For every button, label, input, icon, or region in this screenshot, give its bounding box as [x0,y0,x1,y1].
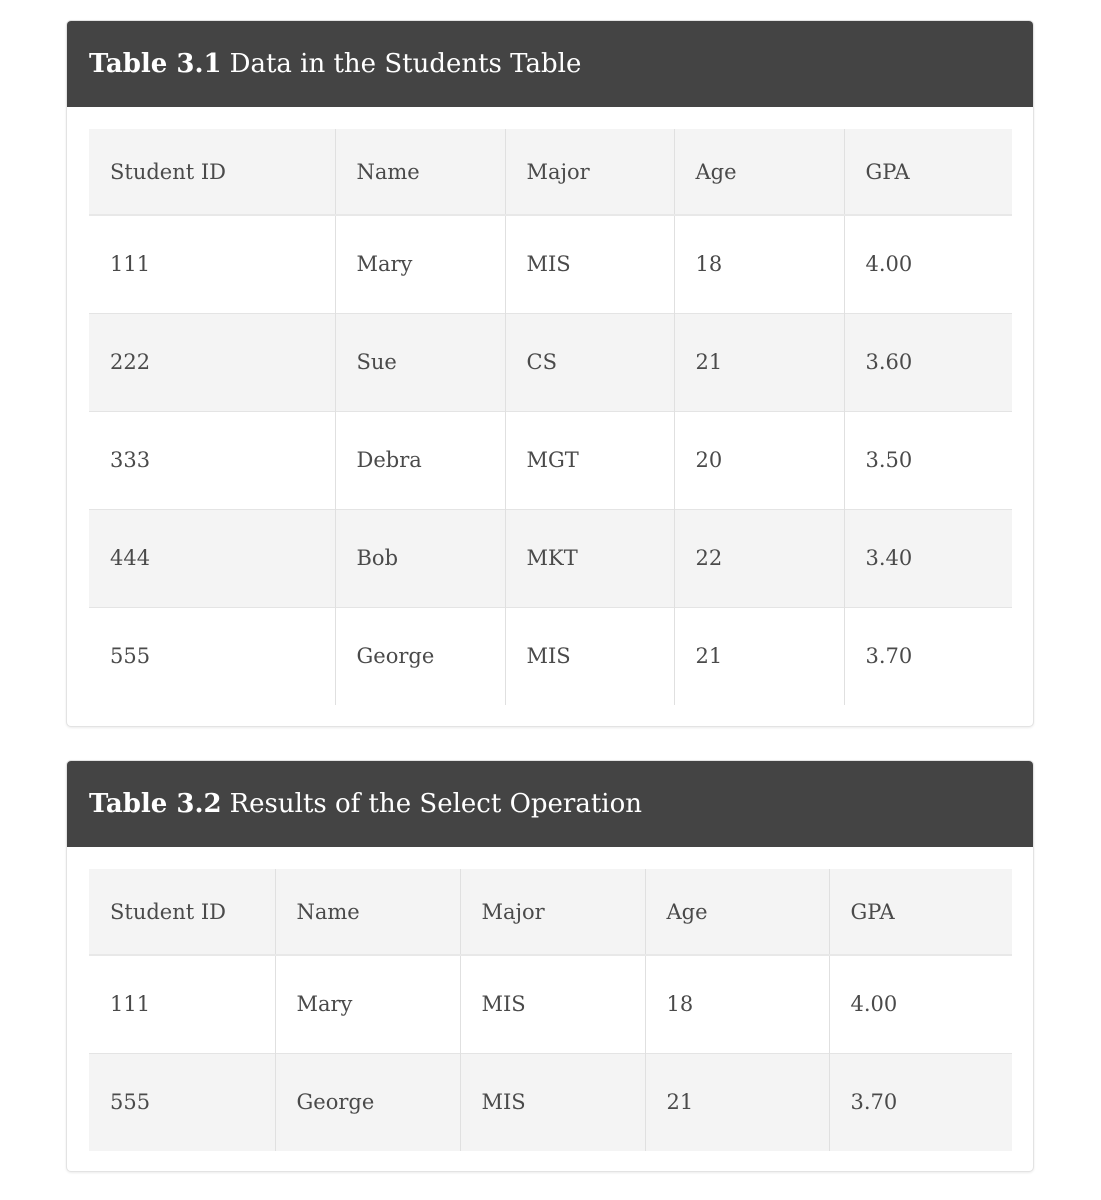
cell-student-id: 111 [110,252,151,277]
table-row [89,411,1012,509]
column-header-gpa: GPA [844,129,1012,215]
cell-age: 18 [645,955,829,1053]
cell-gpa: 4.00 [829,955,1012,1053]
column-header-student-id: Student ID [89,869,275,955]
cell-gpa: 3.70 [829,1053,1012,1151]
column-header-student-id: Student ID [89,129,335,215]
cell-major: MKT [505,509,674,607]
cell-major: MIS [505,607,674,705]
cell-student-id: 555 [89,607,335,705]
select-results-table-card [66,760,1034,1172]
table-header-row [89,129,1012,215]
cell-age: 18 [674,215,844,313]
cell-name: George [335,607,505,705]
table-caption [67,21,1033,107]
column-header-name: Name [335,129,505,215]
column-header-major: Major [460,869,645,955]
cell-major: MIS [505,215,674,313]
cell-major: MIS [460,1053,645,1151]
cell-name: George [275,1053,460,1151]
table-row [89,313,1012,411]
students-table [89,129,1012,705]
cell-name: Mary [275,955,460,1053]
cell-student-id: 555 [89,1053,275,1151]
column-header-name: Name [275,869,460,955]
table-header-row [89,869,1012,955]
cell-name: Mary [335,215,505,313]
caption-title: Results of the Select Operation [229,789,643,819]
cell-gpa: 4.00 [844,215,1012,313]
cell-name: Sue [335,313,505,411]
students-table-card [66,20,1034,727]
cell-student-id: 222 [89,313,335,411]
cell-student-id: 333 [89,411,335,509]
cell-major: MGT [505,411,674,509]
cell-age: 22 [674,509,844,607]
caption-title: Data in the Students Table [229,49,582,79]
cell-major: CS [505,313,674,411]
table-row [89,509,1012,607]
cell-age: 21 [645,1053,829,1151]
column-header-age: Age [645,869,829,955]
table-row [89,607,1012,705]
column-header-age: Age [674,129,844,215]
cell-gpa: 3.50 [844,411,1012,509]
cell-major: MIS [460,955,645,1053]
table-caption [67,761,1033,847]
cell-gpa: 3.60 [844,313,1012,411]
table-row [89,215,1012,313]
caption-number: Table 3.1 [89,49,222,79]
cell-name: Debra [335,411,505,509]
column-header-major: Major [505,129,674,215]
cell-student-id: 444 [89,509,335,607]
table-row [89,1053,1012,1151]
cell-age: 20 [674,411,844,509]
column-header-gpa: GPA [829,869,1012,955]
cell-age: 21 [674,607,844,705]
cell-student-id: 111 [110,992,151,1017]
select-results-table [89,869,1012,1151]
cell-gpa: 3.70 [844,607,1012,705]
cell-name: Bob [335,509,505,607]
cell-gpa: 3.40 [844,509,1012,607]
caption-number: Table 3.2 [89,789,222,819]
cell-age: 21 [674,313,844,411]
table-row [89,955,1012,1053]
